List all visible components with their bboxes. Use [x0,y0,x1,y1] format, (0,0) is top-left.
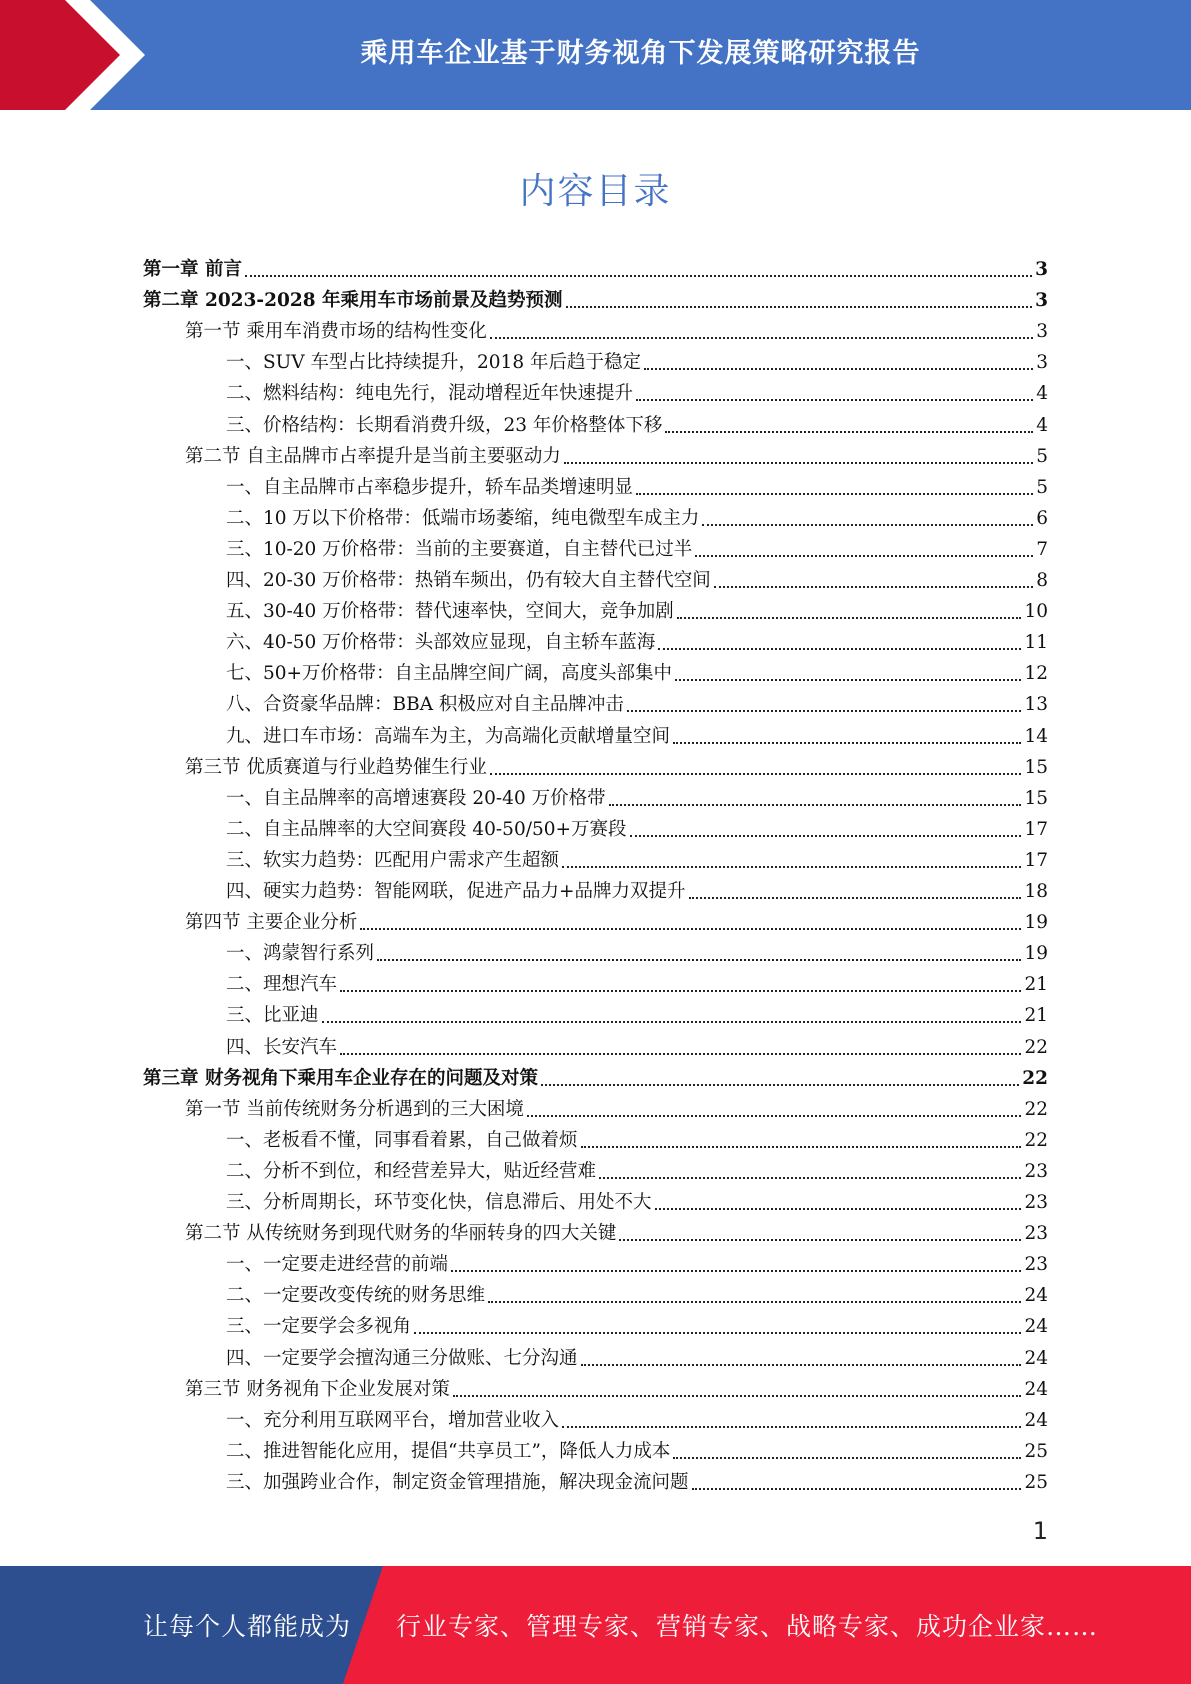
toc-entry-page: 13 [1024,694,1048,716]
footer-banner [0,1566,1191,1684]
toc-entry-title: 二、分析不到位，和经营差异大，贴近经营难 [226,1160,597,1182]
toc-heading: 内容目录 [519,171,672,212]
toc-entry[interactable] [226,814,1048,845]
toc-entry-title: 四、硬实力趋势：智能网联，促进产品力+品牌力双提升 [226,881,686,902]
toc-dot-leader [609,804,1022,806]
toc-dot-leader [541,1084,1019,1086]
toc-entry-page: 10 [1024,601,1048,623]
toc-entry-page: 22 [1024,1129,1048,1151]
toc-entry[interactable] [143,254,1048,285]
toc-entry-page: 23 [1024,1223,1048,1245]
toc-entry-title: 三、软实力趋势：匹配用户需求产生超额 [226,849,560,871]
toc-dot-leader [562,1426,1021,1428]
toc-entry-page: 6 [1036,507,1048,529]
toc-entry[interactable] [185,441,1048,472]
toc-entry-title: 三、10-20 万价格带：当前的主要赛道，自主替代已过半 [226,538,693,560]
toc-entry[interactable] [226,627,1048,658]
toc-dot-leader [581,1364,1022,1366]
toc-entry-title: 四、长安汽车 [226,1036,338,1058]
toc-dot-leader [673,1457,1021,1459]
toc-entry-title: 二、10 万以下价格带：低端市场萎缩，纯电微型车成主力 [226,507,700,529]
toc-dot-leader [689,897,1022,899]
toc-entry-page: 23 [1024,1192,1048,1213]
toc-entry-page: 15 [1024,787,1048,809]
toc-entry-title: 二、推进智能化应用，提倡“共享员工”，降低人力成本 [226,1440,671,1462]
toc-dot-leader [644,368,1033,370]
toc-entry[interactable] [185,1094,1048,1125]
toc-entry[interactable] [226,347,1048,378]
toc-dot-leader [702,524,1033,526]
toc-entry-title: 第二节 从传统财务到现代财务的华丽转身的四大关键 [185,1223,617,1245]
toc-entry-title: 三、一定要学会多视角 [226,1316,412,1338]
toc-entry-title: 二、一定要改变传统的财务思维 [226,1285,486,1307]
toc-entry-title: 第一节 乘用车消费市场的结构性变化 [185,321,487,343]
toc-entry[interactable] [226,503,1048,534]
footer-slogan-left: 让每个人都能成为 [143,1612,352,1641]
toc-entry-title: 一、充分利用互联网平台，增加营业收入 [226,1409,560,1431]
toc-dot-leader [630,835,1022,837]
toc-entry[interactable] [226,1156,1048,1187]
toc-dot-leader [695,555,1033,557]
toc-entry[interactable] [226,969,1048,1000]
toc-entry-title: 第二章 2023-2028 年乘用车市场前景及趋势预测 [143,290,563,312]
toc-entry-page: 23 [1024,1160,1048,1182]
toc-entry-title: 六、40-50 万价格带：头部效应显现，自主轿车蓝海 [226,632,656,654]
toc-entry[interactable] [143,1063,1048,1094]
toc-entry-page: 25 [1024,1440,1048,1462]
toc-dot-leader [453,1395,1022,1397]
toc-entry-title: 第四节 主要企业分析 [185,912,358,934]
toc-entry-page: 3 [1036,321,1048,343]
toc-entry[interactable] [143,285,1048,316]
toc-entry[interactable] [226,783,1048,814]
toc-dot-leader [627,710,1022,712]
toc-entry-title: 一、自主品牌率的高增速赛段 20-40 万价格带 [226,787,606,809]
toc-dot-leader [451,1270,1021,1272]
toc-dot-leader [665,431,1033,433]
toc-entry-page: 24 [1024,1285,1048,1307]
toc-entry-page: 21 [1024,974,1048,996]
toc-entry[interactable] [185,752,1048,783]
toc-entry-page: 11 [1024,632,1048,654]
toc-entry-page: 21 [1024,1005,1048,1027]
toc-dot-leader [599,1177,1021,1179]
toc-entry-page: 3 [1035,259,1048,280]
toc-entry[interactable] [226,1249,1048,1280]
toc-dot-leader [562,866,1021,868]
toc-entry-page: 24 [1024,1409,1048,1431]
toc-dot-leader [490,337,1033,339]
toc-entry-title: 第一节 当前传统财务分析遇到的三大困境 [185,1098,524,1120]
toc-entry-page: 4 [1036,383,1048,405]
toc-dot-leader [340,1053,1021,1055]
toc-entry[interactable] [226,596,1048,627]
toc-entry-title: 九、进口车市场：高端车为主，为高端化贡献增量空间 [226,725,671,747]
toc-entry-title: 第二节 自主品牌市占率提升是当前主要驱动力 [185,445,561,467]
toc-entry-page: 8 [1036,570,1048,591]
toc-entry[interactable] [226,876,1048,907]
toc-entry[interactable] [226,1311,1048,1342]
toc-entry-page: 24 [1024,1378,1048,1400]
toc-entry[interactable] [226,721,1048,752]
toc-entry[interactable] [226,1000,1048,1031]
toc-entry-title: 一、老板看不懂，同事看着累，自己做着烦 [226,1129,578,1151]
toc-dot-leader [414,1332,1021,1334]
toc-entry[interactable] [226,534,1048,565]
toc-entry-title: 四、一定要学会擅沟通三分做账、七分沟通 [226,1347,578,1369]
toc-dot-leader [360,928,1021,930]
toc-entry-title: 第三节 财务视角下企业发展对策 [185,1378,450,1400]
toc-entry-page: 19 [1024,943,1048,965]
toc-entry-page: 12 [1024,663,1048,685]
toc-entry-title: 第一章 前言 [143,259,242,280]
toc-entry-title: 第三章 财务视角下乘用车企业存在的问题及对策 [143,1067,538,1089]
footer-slogan-right: 行业专家、管理专家、营销专家、战略专家、成功企业家…… [396,1612,1099,1641]
toc-dot-leader [245,275,1032,277]
toc-entry-page: 5 [1036,445,1048,467]
toc-dot-leader [655,1208,1022,1210]
toc-dot-leader [527,1115,1022,1117]
toc-entry[interactable] [226,1436,1048,1467]
toc-entry[interactable] [226,565,1048,596]
toc-entry-page: 23 [1024,1254,1048,1276]
toc-entry-page: 24 [1024,1316,1048,1338]
toc-entry-page: 24 [1024,1347,1048,1369]
toc-entry-title: 二、自主品牌率的大空间赛段 40-50/50+万赛段 [226,818,627,840]
toc-entry-page: 22 [1022,1067,1048,1089]
toc-dot-leader [692,1488,1022,1490]
toc-entry-page: 17 [1024,818,1048,840]
toc-entry-page: 25 [1024,1471,1048,1493]
toc-entry[interactable] [226,1125,1048,1156]
toc-entry[interactable] [226,1467,1048,1498]
toc-entry-title: 一、自主品牌市占率稳步提升，轿车品类增速明显 [226,476,634,498]
toc-dot-leader [490,773,1022,775]
report-title: 乘用车企业基于财务视角下发展策略研究报告 [360,37,921,69]
toc-entry-title: 四、20-30 万价格带：热销车频出，仍有较大自主替代空间 [226,570,711,591]
toc-dot-leader [322,1021,1022,1023]
toc-dot-leader [714,586,1034,588]
toc-dot-leader [677,617,1022,619]
header-arrow-decoration [0,0,160,110]
toc-entry-title: 七、50+万价格带：自主品牌空间广阔，高度头部集中 [226,663,673,685]
header-banner [0,0,1191,110]
toc-entry[interactable] [226,1405,1048,1436]
toc-entry-page: 4 [1036,414,1048,436]
toc-entry-title: 五、30-40 万价格带：替代速率快，空间大，竞争加剧 [226,601,674,623]
toc-dot-leader [658,648,1021,650]
page-number: 1 [1032,1517,1048,1545]
toc-entry-title: 一、一定要走进经营的前端 [226,1254,449,1276]
toc-entry-page: 18 [1024,881,1048,902]
toc-entry-page: 22 [1024,1036,1048,1058]
toc-entry[interactable] [226,845,1048,876]
toc-dot-leader [488,1301,1021,1303]
toc-entry[interactable] [185,1218,1048,1249]
toc-entry[interactable] [226,410,1048,441]
toc-entry[interactable] [226,472,1048,503]
toc-entry[interactable] [185,316,1048,347]
toc-entry[interactable] [226,1280,1048,1311]
toc-entry[interactable] [226,658,1048,689]
toc-dot-leader [377,959,1021,961]
toc-entry-page: 17 [1024,849,1048,871]
toc-dot-leader [619,1239,1021,1241]
toc-entry-title: 三、价格结构：长期看消费升级，23 年价格整体下移 [226,414,663,436]
toc-entry-title: 八、合资豪华品牌：BBA 积极应对自主品牌冲击 [226,694,624,716]
toc-entry[interactable] [226,1343,1048,1374]
toc-dot-leader [636,399,1033,401]
toc-dot-leader [636,493,1033,495]
toc-entry[interactable] [185,907,1048,938]
toc-entry-title: 三、比亚迪 [226,1005,319,1027]
toc-entry-page: 3 [1036,352,1048,374]
toc-entry-page: 3 [1035,290,1048,312]
toc-entry[interactable] [185,1374,1048,1405]
toc-entry[interactable] [226,938,1048,969]
toc-entry-title: 二、燃料结构：纯电先行，混动增程近年快速提升 [226,383,634,405]
toc-dot-leader [566,306,1033,308]
toc-entry-page: 5 [1036,476,1048,498]
toc-dot-leader [675,679,1021,681]
toc-dot-leader [673,742,1021,744]
toc-entry-title: 一、SUV 车型占比持续提升，2018 年后趋于稳定 [226,352,641,374]
toc-dot-leader [581,1146,1022,1148]
toc-entry[interactable] [226,378,1048,409]
toc-entry-title: 二、理想汽车 [226,974,338,996]
toc-dot-leader [340,990,1021,992]
toc-entry[interactable] [226,1187,1048,1218]
toc-entry-page: 15 [1024,756,1048,778]
toc-entry-page: 7 [1036,538,1048,560]
toc-entry[interactable] [226,689,1048,720]
toc-entry-title: 三、加强跨业合作，制定资金管理措施，解决现金流问题 [226,1471,689,1493]
toc-entry-title: 第三节 优质赛道与行业趋势催生行业 [185,756,487,778]
toc-dot-leader [564,462,1033,464]
toc-entry-title: 三、分析周期长，环节变化快，信息滞后、用处不大 [226,1192,652,1213]
toc-entry[interactable] [226,1032,1048,1063]
toc-entry-page: 14 [1024,725,1048,747]
toc-entry-page: 19 [1024,912,1048,934]
toc-entry-title: 一、鸿蒙智行系列 [226,943,375,965]
toc-entry-page: 22 [1024,1098,1048,1120]
